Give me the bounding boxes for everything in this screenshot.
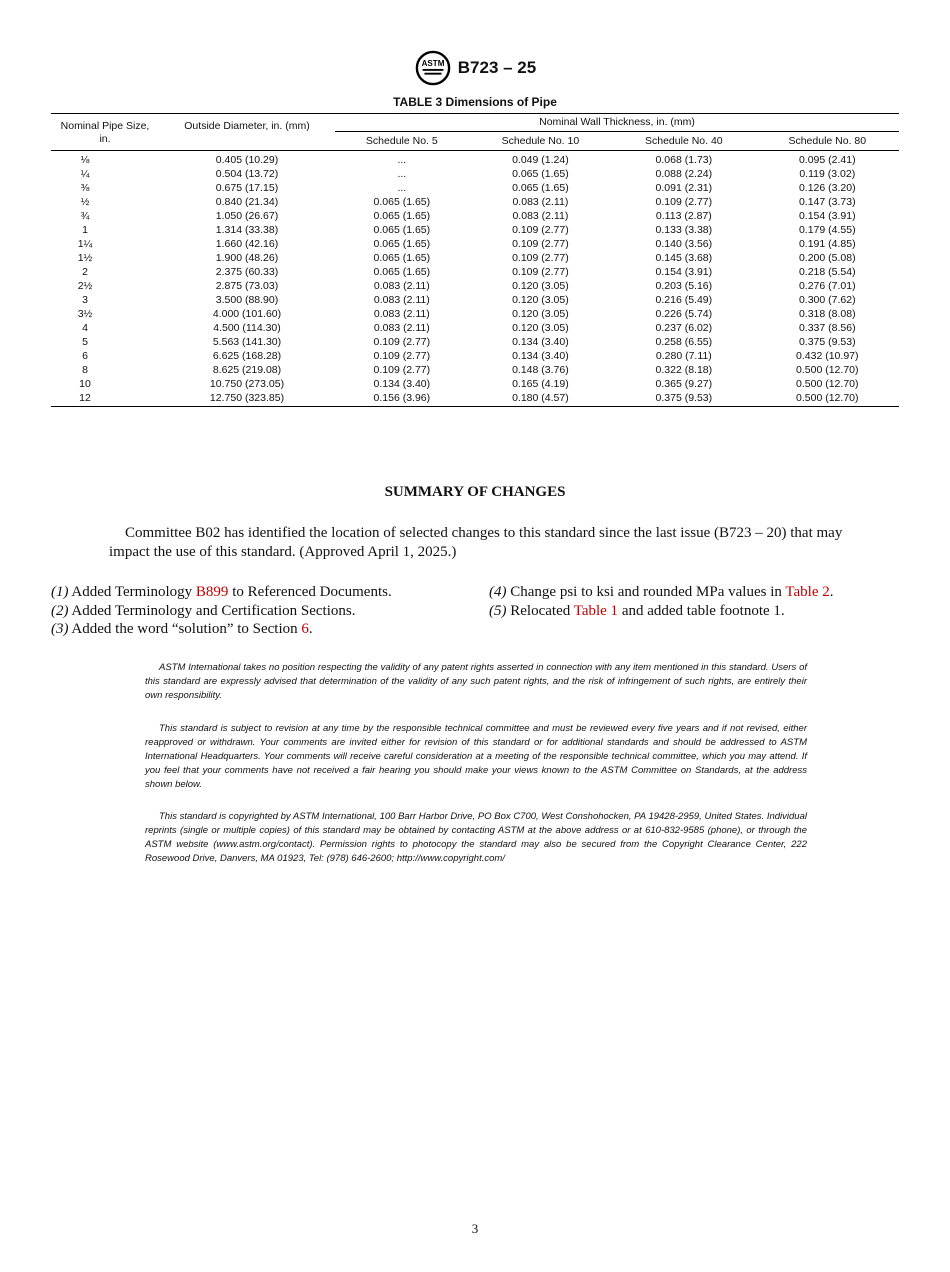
cell-schedule-10: 0.065 (1.65) — [512, 168, 569, 180]
page-header — [0, 50, 950, 91]
reference-link[interactable]: Table 1 — [573, 602, 619, 619]
cell-schedule-80: 0.095 (2.41) — [798, 154, 856, 166]
cell-schedule-40: 0.068 (1.73) — [655, 154, 713, 166]
copyright-notice: This standard is copyrighted by ASTM International, 100 Barr Harbor Drive, PO Box C700, West Conshohocken, PA 19428-2959, United States. Individual reprints (single or multiple copies) of this standard may be obtained by contacting ASTM at the above address or at 610-832-9585 (phone), or through the ASTM website (www.astm.org/contact). Permission rights to photocopy the standard may also be secured from the Copyright Clearance Center, 222 Rosewood Drive, Danvers, MA 01923, Tel: (978) 646-2600; http://www.copyright.com/ — [145, 811, 807, 864]
table-row — [51, 363, 899, 377]
cell-schedule-40: 0.154 (3.91) — [655, 266, 713, 278]
cell-schedule-40: 0.140 (3.56) — [655, 238, 713, 250]
cell-schedule-5: 0.065 (1.65) — [373, 210, 431, 222]
change-text: Change psi to ksi and rounded MPa values in — [506, 584, 786, 600]
table-row — [51, 377, 899, 391]
reference-link[interactable]: 6 — [301, 621, 309, 637]
cell-od: 2.375 (60.33) — [215, 266, 279, 278]
cell-od: 8.625 (219.08) — [212, 364, 282, 376]
change-number: (4) — [489, 584, 507, 600]
cell-schedule-5: 0.083 (2.11) — [373, 294, 430, 306]
change-number: (2) — [51, 602, 69, 619]
table-row — [51, 307, 899, 321]
table-body — [51, 151, 899, 407]
cell-schedule-80: 0.300 (7.62) — [798, 294, 856, 306]
table-row — [51, 181, 899, 195]
cell-size: 1¼ — [77, 238, 93, 250]
cell-size: ¼ — [80, 168, 90, 180]
cell-schedule-80: 0.147 (3.73) — [798, 196, 856, 208]
change-item — [51, 583, 481, 602]
cell-schedule-5: 0.134 (3.40) — [373, 378, 431, 390]
cell-schedule-80: 0.191 (4.85) — [798, 238, 856, 250]
cell-schedule-80: 0.318 (8.08) — [798, 308, 856, 320]
cell-schedule-40: 0.280 (7.11) — [655, 350, 712, 362]
change-text-end: and added table footnote 1. — [618, 602, 785, 619]
cell-schedule-10: 0.165 (4.19) — [512, 378, 569, 390]
cell-schedule-10: 0.109 (2.77) — [512, 224, 569, 236]
cell-schedule-5: ... — [397, 154, 407, 166]
cell-od: 5.563 (141.30) — [212, 336, 282, 348]
cell-schedule-10: 0.120 (3.05) — [512, 308, 569, 320]
col-header-wall-thickness: Nominal Wall Thickness, in. (mm) — [335, 114, 899, 132]
change-text: Added the word “solution” to Section — [68, 621, 302, 637]
cell-size: ⅜ — [80, 182, 90, 194]
table-row — [51, 223, 899, 237]
cell-schedule-5: 0.065 (1.65) — [373, 196, 431, 208]
dimensions-table — [51, 113, 899, 407]
col-header-schedule-10: Schedule No. 10 — [469, 132, 612, 151]
cell-size: 6 — [82, 350, 88, 362]
table-row — [51, 195, 899, 209]
cell-schedule-80: 0.337 (8.56) — [798, 322, 856, 334]
cell-schedule-80: 0.500 (12.70) — [796, 364, 859, 376]
col-header-schedule-80: Schedule No. 80 — [756, 132, 899, 151]
cell-schedule-40: 0.216 (5.49) — [655, 294, 713, 306]
cell-schedule-40: 0.088 (2.24) — [655, 168, 713, 180]
change-text-end: . — [829, 584, 834, 600]
cell-od: 0.405 (10.29) — [215, 154, 279, 166]
cell-schedule-80: 0.119 (3.02) — [799, 168, 856, 180]
cell-schedule-40: 0.203 (5.16) — [655, 280, 713, 292]
change-number: (5) — [489, 602, 507, 619]
cell-od: 1.050 (26.67) — [215, 210, 279, 222]
logo-text: ASTM — [421, 59, 445, 69]
astm-logo-icon — [414, 50, 452, 86]
cell-schedule-5: 0.156 (3.96) — [335, 391, 469, 407]
cell-schedule-40: 0.237 (6.02) — [655, 322, 713, 334]
cell-schedule-80: 0.126 (3.20) — [798, 182, 856, 194]
table-row — [51, 265, 899, 279]
cell-schedule-5: 0.083 (2.11) — [373, 308, 430, 320]
table-row — [51, 151, 899, 168]
cell-size: 1 — [82, 224, 88, 236]
cell-schedule-5: 0.065 (1.65) — [373, 266, 431, 278]
change-text: Added Terminology — [68, 584, 196, 600]
cell-od: 3.500 (88.90) — [215, 294, 279, 306]
cell-schedule-10: 0.148 (3.76) — [512, 364, 569, 376]
cell-schedule-10: 0.134 (3.40) — [512, 350, 569, 362]
cell-size: 3 — [82, 294, 88, 306]
table-row — [51, 209, 899, 223]
cell-size: 8 — [82, 364, 88, 376]
cell-schedule-80: 0.200 (5.08) — [798, 252, 856, 264]
cell-schedule-40: 0.109 (2.77) — [655, 196, 713, 208]
cell-schedule-10: 0.120 (3.05) — [512, 322, 569, 334]
cell-size: 1½ — [77, 252, 93, 264]
cell-size: 10 — [79, 378, 91, 390]
table-row — [51, 321, 899, 335]
col-header-od: Outside Diameter, in. (mm) — [159, 114, 335, 151]
cell-od: 1.314 (33.38) — [215, 224, 279, 236]
cell-schedule-40: 0.258 (6.55) — [655, 336, 713, 348]
summary-intro: Committee B02 has identified the location of selected changes to this standard since the last issue (B723 – 20) that may impact the use of this standard. (Approved April 1, 2025.) — [109, 525, 843, 560]
cell-schedule-80: 0.276 (7.01) — [798, 280, 856, 292]
change-text-end: . — [308, 621, 313, 637]
table-row — [51, 349, 899, 363]
change-item — [489, 583, 899, 602]
cell-schedule-80: 0.179 (4.55) — [798, 224, 856, 236]
cell-schedule-10: 0.180 (4.57) — [469, 391, 612, 407]
change-item — [51, 620, 481, 639]
cell-schedule-5: 0.065 (1.65) — [373, 224, 431, 236]
change-text: Relocated — [506, 602, 574, 619]
cell-od: 12.750 (323.85) — [159, 391, 335, 407]
table-title: TABLE 3 Dimensions of Pipe — [393, 95, 557, 109]
cell-size: ½ — [80, 196, 90, 208]
summary-title: SUMMARY OF CHANGES — [384, 484, 566, 500]
cell-schedule-5: 0.109 (2.77) — [373, 350, 431, 362]
cell-schedule-5: 0.065 (1.65) — [373, 252, 431, 264]
change-number: (3) — [51, 621, 69, 637]
cell-schedule-10: 0.120 (3.05) — [512, 294, 569, 306]
cell-od: 4.000 (101.60) — [212, 308, 282, 320]
cell-size: 2½ — [77, 280, 93, 292]
reference-link[interactable]: Table 2 — [785, 584, 830, 600]
cell-schedule-80: 0.432 (10.97) — [796, 350, 859, 362]
table-row — [51, 279, 899, 293]
cell-schedule-5: 0.109 (2.77) — [373, 364, 431, 376]
patent-notice: ASTM International takes no position respecting the validity of any patent rights asserted in connection with any item mentioned in this standard. Users of this standard are expressly advised that determination of the validity of any such patent rights, and the risk of infringement of such rights, are entirely their own responsibility. — [145, 662, 807, 701]
cell-schedule-10: 0.109 (2.77) — [512, 252, 569, 264]
cell-schedule-40: 0.091 (2.31) — [655, 182, 713, 194]
change-number: (1) — [51, 584, 69, 600]
change-item — [489, 602, 899, 621]
cell-schedule-80: 0.500 (12.70) — [756, 391, 899, 407]
cell-size: 5 — [82, 336, 88, 348]
table-row — [51, 251, 899, 265]
cell-schedule-5: 0.083 (2.11) — [373, 322, 430, 334]
cell-schedule-5: ... — [397, 168, 407, 180]
cell-od: 4.500 (114.30) — [213, 322, 281, 334]
cell-schedule-80: 0.218 (5.54) — [798, 266, 856, 278]
cell-schedule-40: 0.145 (3.68) — [655, 252, 713, 264]
cell-schedule-10: 0.049 (1.24) — [512, 154, 569, 166]
cell-schedule-80: 0.375 (9.53) — [798, 336, 856, 348]
cell-od: 0.504 (13.72) — [215, 168, 279, 180]
col-header-schedule-5: Schedule No. 5 — [335, 132, 469, 151]
change-text-end: to Referenced Documents. — [228, 584, 392, 600]
cell-od: 1.660 (42.16) — [215, 238, 279, 250]
cell-od: 0.675 (17.15) — [215, 182, 279, 194]
cell-schedule-10: 0.083 (2.11) — [512, 196, 569, 208]
cell-schedule-40: 0.113 (2.87) — [655, 210, 712, 222]
cell-size: 12 — [51, 391, 159, 407]
cell-schedule-10: 0.083 (2.11) — [512, 210, 569, 222]
cell-od: 6.625 (168.28) — [212, 350, 282, 362]
cell-schedule-40: 0.375 (9.53) — [612, 391, 755, 407]
col-header-schedule-40: Schedule No. 40 — [612, 132, 755, 151]
table-row — [51, 293, 899, 307]
table-row — [51, 335, 899, 349]
cell-schedule-10: 0.109 (2.77) — [512, 238, 569, 250]
cell-schedule-10: 0.109 (2.77) — [512, 266, 569, 278]
change-text: Added Terminology and Certification Sections. — [68, 602, 356, 619]
changes-list-right — [489, 583, 899, 620]
cell-schedule-40: 0.226 (5.74) — [655, 308, 713, 320]
reference-link[interactable]: B899 — [195, 584, 229, 600]
cell-size: ⅛ — [80, 154, 90, 166]
changes-list-left — [51, 583, 481, 639]
cell-size: 3½ — [77, 308, 93, 320]
cell-schedule-5: 0.083 (2.11) — [373, 280, 430, 292]
cell-size: 2 — [82, 266, 88, 278]
cell-od: 1.900 (48.26) — [215, 252, 279, 264]
cell-schedule-5: 0.109 (2.77) — [373, 336, 431, 348]
cell-schedule-40: 0.322 (8.18) — [655, 364, 713, 376]
revision-notice: This standard is subject to revision at any time by the responsible technical committee and must be reviewed every five years and if not revised, either reapproved or withdrawn. Your comments are invited either for revision of this standard or for additional standards and should be addressed to ASTM International Headquarters. Your comments will receive careful consideration at a meeting of the responsible technical committee, which you may attend. If you feel that your comments have not received a fair hearing you should make your views known to the ASTM Committee on Standards, at the address shown below. — [145, 723, 807, 790]
cell-od: 2.875 (73.03) — [215, 280, 279, 292]
cell-schedule-40: 0.365 (9.27) — [655, 378, 713, 390]
cell-schedule-80: 0.500 (12.70) — [796, 378, 859, 390]
col-header-size: Nominal Pipe Size, in. — [51, 114, 159, 151]
cell-size: 4 — [82, 322, 88, 334]
table-row — [51, 391, 899, 407]
cell-schedule-40: 0.133 (3.38) — [655, 224, 713, 236]
cell-schedule-5: ... — [397, 182, 407, 194]
cell-od: 10.750 (273.05) — [209, 378, 285, 390]
cell-schedule-80: 0.154 (3.91) — [798, 210, 856, 222]
cell-size: ¾ — [80, 210, 90, 222]
cell-schedule-10: 0.120 (3.05) — [512, 280, 569, 292]
standard-designation: B723 – 25 — [457, 58, 537, 77]
cell-schedule-10: 0.134 (3.40) — [512, 336, 569, 348]
cell-od: 0.840 (21.34) — [215, 196, 279, 208]
cell-schedule-5: 0.065 (1.65) — [373, 238, 431, 250]
table-row — [51, 237, 899, 251]
cell-schedule-10: 0.065 (1.65) — [512, 182, 569, 194]
table-row — [51, 167, 899, 181]
change-item — [51, 602, 481, 621]
page-number: 3 — [471, 1221, 479, 1236]
